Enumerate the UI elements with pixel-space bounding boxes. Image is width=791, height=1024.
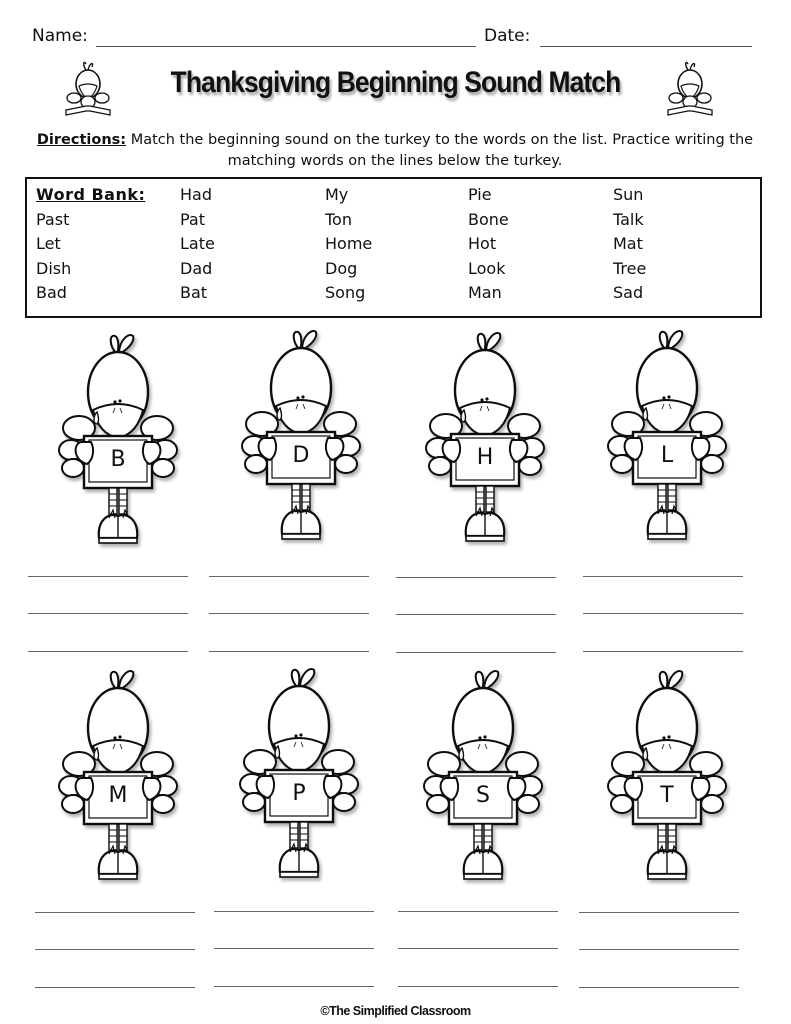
writing-line[interactable] bbox=[214, 948, 374, 949]
writing-line[interactable] bbox=[579, 912, 739, 913]
writing-line[interactable] bbox=[35, 912, 195, 913]
word-bank-grid bbox=[36, 185, 753, 308]
copyright-footer: ©The Simplified Classroom bbox=[320, 1004, 471, 1018]
writing-line[interactable] bbox=[396, 652, 556, 653]
word: Dog bbox=[325, 258, 358, 278]
turkey-holding-sign-icon bbox=[418, 662, 548, 892]
turkey-holding-sign-icon bbox=[602, 662, 732, 892]
turkey-letter: H bbox=[476, 445, 494, 470]
writing-line[interactable] bbox=[579, 987, 739, 988]
word: Mat bbox=[613, 234, 643, 254]
word: Tree bbox=[613, 258, 647, 278]
directions-label: Directions: bbox=[36, 132, 127, 148]
word-bank bbox=[25, 177, 762, 318]
turkey-card-b bbox=[53, 326, 183, 556]
writing-line[interactable] bbox=[209, 576, 369, 577]
turkey-card-d bbox=[236, 322, 366, 552]
word: Look bbox=[468, 258, 506, 278]
turkey-holding-sign-icon bbox=[53, 326, 183, 556]
word: Had bbox=[180, 185, 212, 204]
date-field-line[interactable] bbox=[540, 46, 752, 47]
word: Late bbox=[180, 234, 215, 254]
directions bbox=[30, 130, 760, 172]
word: Dad bbox=[180, 258, 213, 278]
word: Talk bbox=[613, 209, 644, 229]
name-field-line[interactable] bbox=[96, 46, 476, 47]
page-title: Thanksgiving Beginning Sound Match bbox=[170, 66, 621, 99]
writing-line[interactable] bbox=[209, 613, 369, 614]
writing-line[interactable] bbox=[398, 948, 558, 949]
directions-text: Match the beginning sound on the turkey to the words on the list. Practice writing the matching words on the lines below the turkey. bbox=[130, 132, 754, 169]
turkey-card-s bbox=[418, 662, 548, 892]
word: Bone bbox=[468, 209, 509, 229]
writing-line[interactable] bbox=[214, 911, 374, 912]
turkey-letter: L bbox=[660, 443, 674, 468]
word: My bbox=[325, 185, 349, 204]
word: Home bbox=[325, 234, 373, 254]
turkey-card-t bbox=[602, 662, 732, 892]
writing-line[interactable] bbox=[396, 614, 556, 615]
writing-line[interactable] bbox=[28, 651, 188, 652]
name-date-row bbox=[32, 26, 760, 52]
turkey-holding-sign-icon bbox=[234, 660, 364, 890]
writing-line[interactable] bbox=[396, 577, 556, 578]
turkey-holding-sign-icon bbox=[602, 322, 732, 552]
writing-line[interactable] bbox=[209, 651, 369, 652]
writing-line[interactable] bbox=[214, 986, 374, 987]
turkey-holding-sign-icon bbox=[420, 324, 550, 554]
turkey-letter: D bbox=[292, 443, 310, 468]
turkey-holding-sign-icon bbox=[53, 662, 183, 892]
turkey-holding-sign-icon bbox=[236, 322, 366, 552]
date-label: Date: bbox=[484, 26, 531, 46]
word: Let bbox=[36, 234, 61, 254]
writing-line[interactable] bbox=[398, 986, 558, 987]
writing-line[interactable] bbox=[398, 911, 558, 912]
writing-line[interactable] bbox=[28, 613, 188, 614]
writing-line[interactable] bbox=[35, 949, 195, 950]
word: Hot bbox=[468, 234, 497, 254]
writing-line[interactable] bbox=[583, 651, 743, 652]
turkey-letter: T bbox=[660, 783, 674, 808]
turkey-card-m bbox=[53, 662, 183, 892]
turkey-letter: B bbox=[110, 447, 126, 472]
turkey-letter: S bbox=[476, 783, 490, 808]
word: Pie bbox=[468, 185, 492, 204]
word: Man bbox=[468, 283, 502, 303]
word: Pat bbox=[180, 209, 206, 229]
word-bank-title: Word Bank: bbox=[36, 185, 146, 204]
word: Dish bbox=[36, 258, 72, 278]
turkey-letter: M bbox=[108, 783, 128, 808]
turkey-letter: P bbox=[292, 781, 306, 806]
word: Sad bbox=[613, 283, 644, 303]
writing-line[interactable] bbox=[28, 576, 188, 577]
word: Past bbox=[36, 209, 70, 229]
name-label: Name: bbox=[32, 26, 88, 46]
writing-line[interactable] bbox=[579, 949, 739, 950]
writing-line[interactable] bbox=[583, 576, 743, 577]
word: Bat bbox=[180, 283, 208, 303]
word: Sun bbox=[613, 185, 644, 204]
word: Bad bbox=[36, 283, 67, 303]
writing-line[interactable] bbox=[35, 987, 195, 988]
turkey-card-l bbox=[602, 322, 732, 552]
turkey-card-h bbox=[420, 324, 550, 554]
word: Ton bbox=[325, 209, 352, 229]
writing-line[interactable] bbox=[583, 613, 743, 614]
turkey-card-p bbox=[234, 660, 364, 890]
word: Song bbox=[325, 283, 366, 303]
